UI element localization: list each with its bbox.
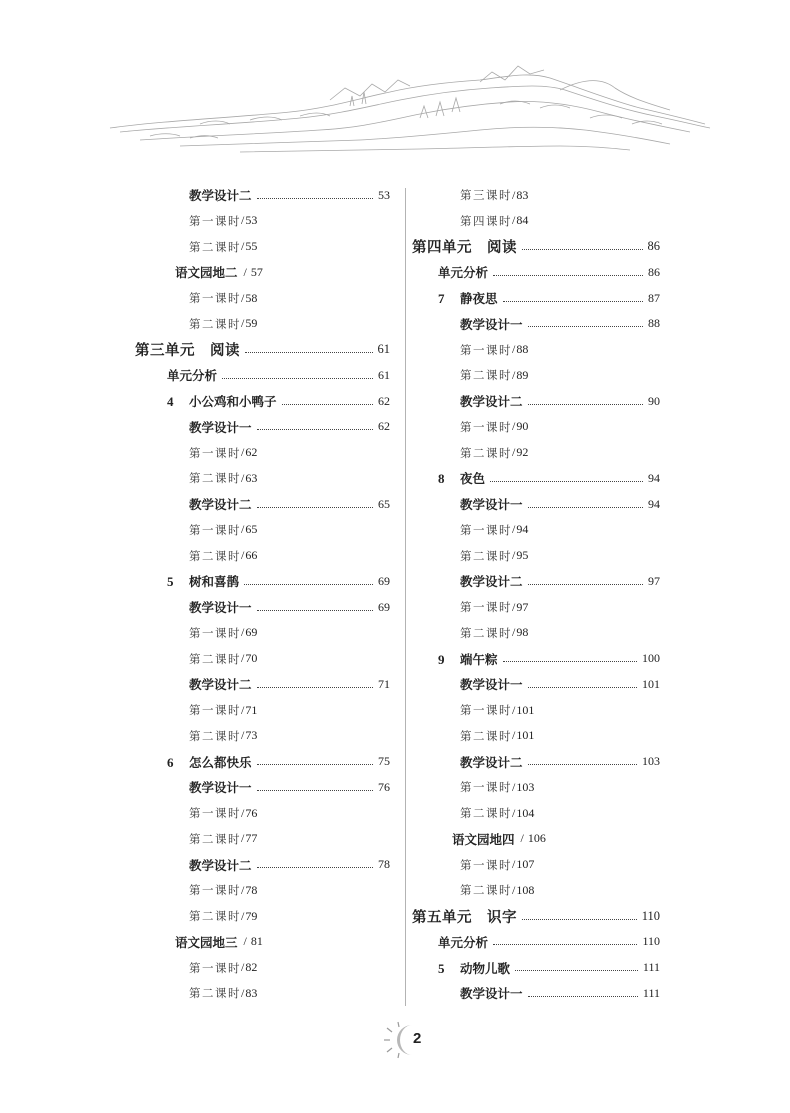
dot-leader	[257, 790, 373, 791]
page-number: 2	[413, 1030, 422, 1047]
page-ref: 79	[245, 908, 258, 923]
toc-entry-title: 第三单元 阅读	[135, 342, 240, 359]
page-ref: 76	[378, 779, 390, 794]
toc-entry-title: 教学设计一	[460, 497, 523, 512]
page-separator: /	[512, 805, 516, 820]
toc-entry-title: 第一课时	[189, 522, 241, 537]
page-ref: 110	[642, 934, 660, 949]
lesson-title: 夜色	[460, 471, 486, 487]
page-ref: 84	[516, 213, 529, 228]
dot-leader	[528, 764, 637, 765]
dot-leader	[493, 944, 637, 945]
page-ref: 53	[378, 187, 390, 202]
toc-period-entry[interactable]	[460, 442, 660, 464]
page-ref: 57	[250, 264, 263, 279]
crescent-moon-icon	[382, 1020, 434, 1060]
page-ref: 97	[648, 573, 660, 588]
page-ref: 104	[516, 805, 535, 820]
page-separator: /	[512, 728, 516, 743]
page-ref: 103	[516, 779, 535, 794]
dot-leader	[257, 867, 373, 868]
toc-period-entry[interactable]	[460, 210, 660, 232]
page-ref: 100	[642, 651, 660, 665]
page-ref: 75	[378, 754, 390, 768]
page-ref: 107	[516, 857, 535, 871]
page-ref: 58	[245, 290, 258, 305]
toc-period-entry[interactable]	[189, 828, 390, 850]
page-separator: /	[241, 960, 245, 974]
toc-period-entry[interactable]	[460, 545, 660, 567]
dot-leader	[493, 275, 643, 276]
lesson-title: 树和喜鹊	[189, 574, 240, 590]
toc-entry-title: 教学设计二	[189, 677, 252, 693]
toc-design-entry[interactable]	[460, 982, 660, 1004]
page-separator: /	[241, 213, 245, 228]
page-ref: 62	[378, 419, 390, 434]
lesson-number: 7	[438, 291, 445, 306]
toc-lesson-entry[interactable]	[438, 957, 660, 979]
page-ref: 63	[245, 470, 258, 485]
dot-leader	[282, 404, 373, 405]
toc-entry-title: 第二课时	[460, 548, 512, 563]
page-separator: /	[512, 522, 516, 537]
page-separator: /	[512, 625, 516, 640]
page-ref: 76	[245, 805, 258, 820]
toc-entry-title: 第一课时	[460, 600, 512, 614]
toc-entry-title: 教学设计二	[460, 754, 523, 770]
page-ref: 92	[516, 445, 529, 459]
toc-design-entry[interactable]	[189, 673, 390, 695]
toc-entry-title: 第二课时	[189, 831, 241, 846]
page-ref: 83	[516, 187, 529, 202]
toc-design-entry[interactable]	[460, 570, 660, 592]
toc-entry-title	[438, 650, 498, 668]
page-ref: 101	[516, 702, 535, 717]
toc-entry-title: 教学设计二	[189, 188, 252, 203]
dot-leader	[257, 687, 373, 688]
toc-period-entry[interactable]	[189, 545, 390, 567]
toc-entry-title: 语文园地二	[175, 265, 238, 281]
toc-entry-title: 第三课时	[460, 188, 512, 202]
page-separator: /	[512, 857, 516, 871]
toc-entry-title: 教学设计一	[460, 316, 523, 332]
toc-period-entry[interactable]	[460, 725, 660, 747]
dot-leader	[503, 301, 643, 302]
toc-design-entry[interactable]	[460, 390, 660, 412]
toc-entry-title: 第二课时	[460, 883, 512, 898]
page-ref: 77	[245, 831, 258, 846]
dot-leader	[503, 661, 637, 662]
page-separator: /	[512, 882, 516, 897]
page-separator: /	[512, 548, 516, 562]
toc-design-entry[interactable]	[189, 596, 390, 618]
toc-entry-title: 语文园地三	[175, 934, 238, 950]
toc-entry-title: 单元分析	[438, 265, 489, 281]
toc-entry-title	[167, 572, 239, 590]
toc-lesson-entry[interactable]	[438, 467, 660, 489]
toc-lesson-entry[interactable]	[438, 648, 660, 670]
toc-period-entry[interactable]	[189, 622, 390, 644]
toc-design-entry[interactable]	[460, 673, 660, 695]
toc-entry-title	[438, 469, 485, 487]
dot-leader	[245, 352, 373, 353]
toc-entry-title: 第一课时	[189, 291, 241, 305]
toc-entry-title: 第二课时	[189, 986, 241, 1001]
toc-period-entry[interactable]	[460, 802, 660, 824]
page-ref: 62	[245, 445, 258, 459]
page-separator: /	[241, 985, 245, 1000]
toc-entry-title: 第二课时	[189, 909, 241, 923]
page-ref: 108	[516, 882, 535, 897]
toc-period-entry[interactable]	[189, 957, 390, 979]
page-ref: 101	[516, 728, 535, 743]
page-separator: /	[243, 934, 247, 949]
toc-period-entry[interactable]	[189, 982, 390, 1004]
page-separator: /	[241, 728, 245, 743]
toc-entry-title: 第一课时	[460, 522, 512, 537]
toc-entry-title: 第五单元 识字	[412, 908, 517, 926]
toc-lesson-entry[interactable]	[438, 287, 660, 309]
toc-period-entry[interactable]	[189, 699, 390, 721]
toc-entry-title: 第二课时	[189, 316, 241, 331]
toc-entry-title: 第四单元 阅读	[412, 239, 517, 256]
dot-leader	[257, 198, 373, 199]
page-ref: 81	[250, 934, 263, 949]
toc-design-entry[interactable]	[189, 184, 390, 206]
toc-entry-title: 第一课时	[460, 703, 512, 717]
toc-entry-title	[167, 753, 252, 771]
page-separator: /	[512, 187, 516, 202]
page-ref: 111	[642, 960, 660, 974]
toc-chinese-garden-entry[interactable]	[175, 261, 390, 283]
dot-leader	[528, 996, 638, 997]
page-ref: 94	[648, 470, 660, 485]
page-ref: 65	[245, 522, 258, 537]
dot-leader	[222, 378, 373, 379]
page-separator: /	[241, 522, 245, 537]
page-separator: /	[512, 779, 516, 794]
page-ref: 103	[642, 754, 660, 768]
toc-entry-title: 第二课时	[189, 548, 241, 563]
toc-period-entry[interactable]	[189, 236, 390, 258]
page-ref: 106	[527, 831, 546, 846]
toc-entry-title: 第一课时	[460, 857, 512, 872]
toc-entry-title: 第一课时	[460, 342, 512, 357]
toc-unit-heading[interactable]	[135, 339, 390, 361]
page-ref: 82	[245, 960, 258, 974]
toc-period-entry[interactable]	[189, 648, 390, 670]
toc-entry-title: 第四课时	[460, 213, 512, 228]
page-ref: 66	[245, 548, 258, 562]
dot-leader	[257, 507, 373, 508]
page-ref: 94	[516, 522, 529, 537]
toc-period-entry[interactable]	[189, 210, 390, 232]
page-separator: /	[243, 264, 247, 279]
toc-period-entry[interactable]	[460, 184, 660, 206]
page-ref: 61	[377, 342, 390, 356]
toc-entry-title: 教学设计二	[460, 574, 523, 590]
lesson-number: 4	[167, 394, 174, 409]
toc-entry-title: 第二课时	[189, 651, 241, 666]
page-separator: /	[512, 367, 516, 382]
toc-entry-title: 第一课时	[189, 960, 241, 975]
page-separator: /	[241, 470, 245, 485]
page-ref: 98	[516, 625, 529, 640]
page-ref: 55	[245, 239, 258, 253]
page-ref: 70	[245, 651, 258, 665]
page-ref: 71	[378, 676, 390, 691]
page-ref: 65	[378, 496, 390, 511]
page-ref: 73	[245, 728, 258, 743]
toc-entry-title: 单元分析	[438, 934, 489, 950]
page-ref: 69	[378, 573, 390, 588]
page-separator: /	[241, 805, 245, 820]
toc-entry-title: 教学设计二	[189, 497, 252, 512]
dot-leader	[528, 326, 643, 327]
page-ref: 59	[245, 316, 258, 331]
toc-entry-title: 第二课时	[189, 728, 241, 743]
page-separator: /	[512, 213, 516, 228]
page-separator: /	[512, 419, 516, 434]
toc-entry-title: 第二课时	[460, 806, 512, 820]
toc-lesson-entry[interactable]	[167, 751, 390, 773]
toc-entry-title: 教学设计二	[189, 857, 252, 873]
toc-entry-title: 教学设计一	[460, 986, 523, 1002]
page-separator: /	[512, 702, 516, 717]
toc-design-entry[interactable]	[460, 493, 660, 515]
toc-unit-heading[interactable]	[412, 236, 660, 258]
toc-period-entry[interactable]	[460, 339, 660, 361]
page-ref: 69	[245, 625, 258, 640]
toc-entry-title: 第一课时	[189, 806, 241, 820]
page-ref: 69	[378, 599, 390, 614]
toc-entry-title: 教学设计一	[189, 600, 252, 615]
dot-leader	[257, 610, 373, 611]
lesson-title: 动物儿歌	[460, 960, 511, 976]
toc-chinese-garden-entry[interactable]	[452, 828, 660, 850]
landscape-illustration	[0, 0, 790, 175]
page-ref: 95	[516, 548, 529, 562]
toc-design-entry[interactable]	[460, 751, 660, 773]
lesson-number: 5	[167, 574, 174, 590]
page-separator: /	[241, 908, 245, 923]
toc-entry-title: 第一课时	[460, 419, 512, 434]
page-ref: 86	[647, 239, 660, 253]
lesson-number: 8	[438, 471, 445, 487]
toc-period-entry[interactable]	[460, 776, 660, 798]
toc-period-entry[interactable]	[189, 467, 390, 489]
page-separator: /	[512, 445, 516, 459]
page-ref: 97	[516, 599, 529, 614]
toc-entry-title: 第一课时	[189, 445, 241, 460]
lesson-title: 静夜思	[460, 291, 498, 306]
toc-period-entry[interactable]	[460, 596, 660, 618]
page-separator: /	[241, 702, 245, 717]
page-ref: 78	[245, 882, 258, 897]
page-ref: 110	[641, 908, 660, 923]
column-divider	[405, 188, 406, 1006]
toc-entry-title: 第一课时	[189, 625, 241, 640]
dot-leader	[528, 687, 637, 688]
page-ref: 71	[245, 702, 258, 717]
page-ref: 62	[378, 393, 390, 408]
dot-leader	[257, 429, 373, 430]
lesson-title: 小公鸡和小鸭子	[189, 394, 277, 409]
toc-entry-title	[438, 289, 498, 307]
toc-entry-title: 教学设计一	[189, 419, 252, 435]
page-ref: 88	[648, 316, 660, 331]
page-ref: 83	[245, 985, 258, 1000]
toc-entry-title: 教学设计一	[460, 677, 523, 693]
toc-period-entry[interactable]	[189, 802, 390, 824]
dot-leader	[528, 404, 643, 405]
toc-period-entry[interactable]	[460, 364, 660, 386]
page-separator: /	[241, 625, 245, 640]
toc-unit-analysis[interactable]	[167, 364, 390, 386]
dot-leader	[528, 507, 643, 508]
toc-entry-title: 语文园地四	[452, 831, 515, 847]
toc-period-entry[interactable]	[189, 442, 390, 464]
toc-design-entry[interactable]	[189, 493, 390, 515]
toc-period-entry[interactable]	[460, 699, 660, 721]
toc-entry-title	[167, 392, 277, 410]
dot-leader	[522, 249, 643, 250]
page-separator: /	[241, 548, 245, 562]
page-ref: 61	[378, 367, 390, 382]
page-ref: 101	[642, 676, 660, 691]
toc-period-entry[interactable]	[189, 287, 390, 309]
toc-design-entry[interactable]	[189, 776, 390, 798]
toc-unit-analysis[interactable]	[438, 931, 660, 953]
toc-entry-title	[438, 959, 510, 977]
toc-period-entry[interactable]	[460, 622, 660, 644]
page-separator: /	[512, 342, 516, 356]
toc-lesson-entry[interactable]	[167, 570, 390, 592]
page-separator: /	[241, 316, 245, 331]
toc-period-entry[interactable]	[460, 519, 660, 541]
toc-entry-title: 第一课时	[189, 213, 241, 228]
page-separator: /	[241, 445, 245, 459]
lesson-title: 端午粽	[460, 651, 498, 667]
page-separator: /	[241, 290, 245, 305]
page-ref: 87	[648, 290, 660, 305]
page-separator: /	[520, 831, 524, 846]
toc-entry-title: 教学设计一	[189, 780, 252, 796]
toc-entry-title: 第二课时	[189, 471, 241, 486]
toc-design-entry[interactable]	[189, 854, 390, 876]
lesson-title: 怎么都快乐	[189, 754, 252, 770]
toc-lesson-entry[interactable]	[167, 390, 390, 412]
dot-leader	[257, 764, 373, 765]
dot-leader	[244, 584, 373, 585]
toc-entry-title: 第二课时	[460, 728, 512, 743]
page-separator: /	[241, 831, 245, 846]
page-separator: /	[241, 882, 245, 897]
toc-period-entry[interactable]	[460, 854, 660, 876]
dot-leader	[522, 919, 637, 920]
toc-period-entry[interactable]	[460, 879, 660, 901]
toc-period-entry[interactable]	[189, 725, 390, 747]
toc-period-entry[interactable]	[189, 313, 390, 335]
toc-period-entry[interactable]	[189, 519, 390, 541]
toc-entry-title: 教学设计二	[460, 394, 523, 409]
toc-period-entry[interactable]	[189, 879, 390, 901]
lesson-number: 6	[167, 754, 174, 770]
lesson-number: 9	[438, 651, 445, 667]
dot-leader	[515, 970, 638, 971]
toc-unit-heading[interactable]	[412, 905, 660, 927]
toc-entry-title: 单元分析	[167, 368, 218, 384]
page-separator: /	[512, 599, 516, 614]
toc-period-entry[interactable]	[460, 416, 660, 438]
page-ref: 78	[378, 857, 390, 871]
page-ref: 88	[516, 342, 529, 356]
dot-leader	[528, 584, 643, 585]
toc-chinese-garden-entry[interactable]	[175, 931, 390, 953]
toc-unit-analysis[interactable]	[438, 261, 660, 283]
page-ref: 94	[648, 496, 660, 511]
toc-entry-title: 第二课时	[189, 239, 241, 254]
page-ref: 86	[648, 264, 660, 279]
toc-entry-title: 第二课时	[460, 625, 512, 640]
page-ref: 90	[648, 393, 660, 408]
page-ref: 90	[516, 419, 529, 434]
toc-period-entry[interactable]	[189, 905, 390, 927]
dot-leader	[490, 481, 643, 482]
toc-entry-title: 第一课时	[189, 883, 241, 898]
page-ref: 53	[245, 213, 258, 228]
page-separator: /	[241, 651, 245, 665]
page-separator: /	[241, 239, 245, 253]
lesson-number: 5	[438, 960, 445, 976]
toc-entry-title: 第一课时	[460, 780, 512, 795]
toc-entry-title: 第二课时	[460, 445, 512, 460]
toc-entry-title: 第一课时	[189, 703, 241, 717]
toc-design-entry[interactable]	[460, 313, 660, 335]
page-ref: 111	[642, 985, 660, 1000]
page-ref: 89	[516, 367, 529, 382]
toc-entry-title: 第二课时	[460, 368, 512, 383]
toc-design-entry[interactable]	[189, 416, 390, 438]
